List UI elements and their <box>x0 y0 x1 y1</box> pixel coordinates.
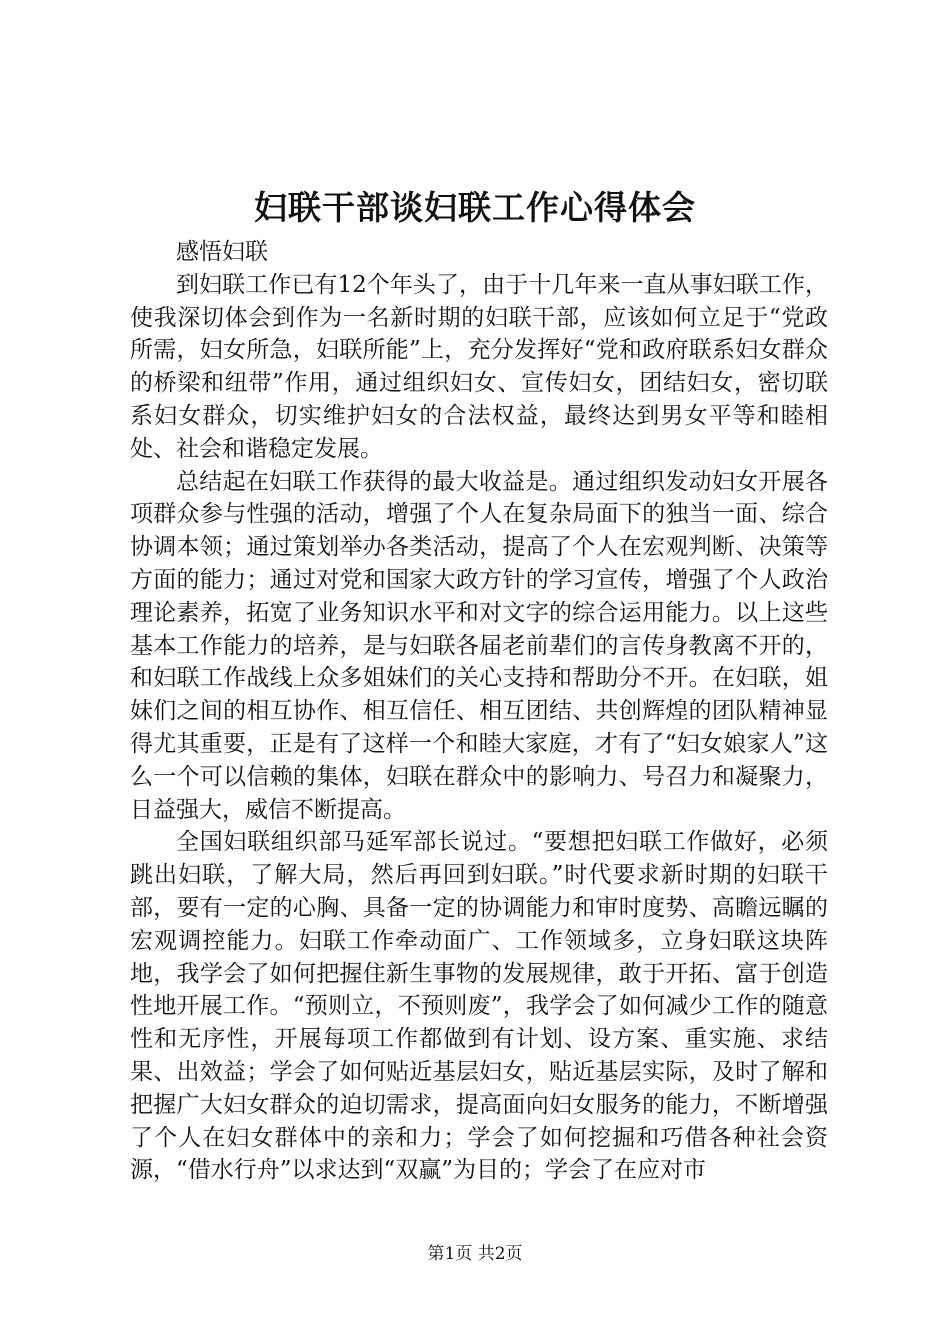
paragraph-1: 到妇联工作已有12个年头了，由于十几年来一直从事妇联工作，使我深切体会到作为一名新时期的妇联干部，应该如何立足于“党政所需，妇女所急，妇联所能”上，充分发挥好“党和政府联系妇女群众的桥梁和纽带”作用，通过组织妇女、宣传妇女，团结妇女，密切联系妇女群众，切实维护妇女的合法权益，最终达到男女平等和睦相处、社会和谐稳定发展。 <box>130 271 828 462</box>
paragraph-3: 全国妇联组织部马延军部长说过。“要想把妇联工作做好，必须跳出妇联，了解大局，然后再回到妇联。”时代要求新时期的妇联干部，要有一定的心胸、具备一定的协调能力和审时度势、高瞻远瞩的宏观调控能力。妇联工作牵动面广、工作领域多，立身妇联这块阵地，我学会了如何把握住新生事物的发展规律，敢于开拓、富于创造性地开展工作。“预则立，不预则废”，我学会了如何减少工作的随意性和无序性，开展每项工作都做到有计划、设方案、重实施、求结果、出效益；学会了如何贴近基层妇女，贴近基层实际，及时了解和把握广大妇女群众的迫切需求，提高面向妇女服务的能力，不断增强了个人在妇女群体中的亲和力；学会了如何挖掘和巧借各种社会资源，“借水行舟”以求达到“双赢”为目的；学会了在应对市 <box>130 829 828 1184</box>
document-title: 妇联干部谈妇联工作心得体会 <box>254 188 696 227</box>
page-footer: 第1页 共2页 <box>427 1244 523 1264</box>
section-subtitle: 感悟妇联 <box>176 239 268 265</box>
document-body <box>130 236 828 1187</box>
paragraph-2: 总结起在妇联工作获得的最大收益是。通过组织发动妇女开展各项群众参与性强的活动，增强了个人在复杂局面下的独当一面、综合协调本领；通过策划举办各类活动，提高了个人在宏观判断、决策等方面的能力；通过对党和国家大政方针的学习宣传，增强了个人政治理论素养，拓宽了业务知识水平和对文字的综合运用能力。以上这些基本工作能力的培养，是与妇联各届老前辈们的言传身教离不开的，和妇联工作战线上众多姐妹们的关心支持和帮助分不开。在妇联，姐妹们之间的相互协作、相互信任、相互团结、共创辉煌的团队精神显得尤其重要，正是有了这样一个和睦大家庭，才有了“妇女娘家人”这么一个可以信赖的集体，妇联在群众中的影响力、号召力和凝聚力，日益强大，威信不断提高。 <box>130 468 828 823</box>
